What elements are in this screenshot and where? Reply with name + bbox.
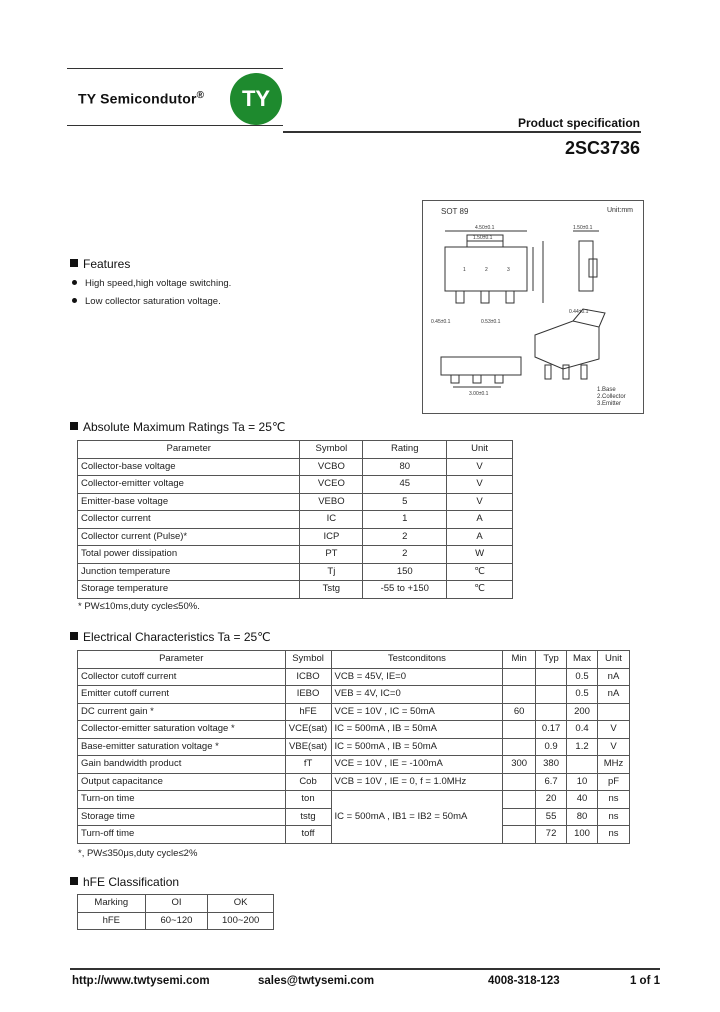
table-row: Turn-on time ton IC = 500mA , IB1 = IB2 = 50mA 20 40 ns <box>78 791 630 809</box>
table-row: Junction temperature Tj 150 ℃ <box>78 563 513 581</box>
table-row: Total power dissipation PT 2 W <box>78 546 513 564</box>
table-header-row: Parameter Symbol Testconditons Min Typ Max Unit <box>78 651 630 669</box>
table-row: hFE 60~120 100~200 <box>78 912 274 930</box>
pin-1-label: 1.Base <box>597 387 616 393</box>
table-row: Collector-base voltage VCBO 80 V <box>78 458 513 476</box>
pin-3-label: 3.Emitter <box>597 401 622 407</box>
footer-phone: 4008-318-123 <box>488 975 560 987</box>
abs-max-footnote: * PW≤10ms,duty cycle≤50%. <box>78 601 200 612</box>
company-logo: TY <box>230 73 282 125</box>
package-pin-legend <box>597 387 626 408</box>
part-number: 2SC3736 <box>564 138 640 158</box>
square-bullet-icon <box>70 632 78 640</box>
table-row: Base-emitter saturation voltage * VBE(sat) IC = 500mA , IB = 50mA 0.9 1.2 V <box>78 738 630 756</box>
table-row: Collector-emitter voltage VCEO 45 V <box>78 476 513 494</box>
feature-item: High speed,high voltage switching. <box>72 278 231 289</box>
table-row: DC current gain * hFE VCE = 10V , IC = 50mA 60 200 <box>78 703 630 721</box>
table-row: Storage temperature Tstg -55 to +150 ℃ <box>78 581 513 599</box>
brand-name: TY Semicondutor® <box>78 90 205 107</box>
header-bottom-rule <box>67 125 283 126</box>
svg-text:4.50±0.1: 4.50±0.1 <box>475 225 495 231</box>
package-name: SOT 89 <box>441 207 469 216</box>
features-heading: Features <box>70 257 130 271</box>
table-row: Gain bandwidth product fT VCE = 10V , IE = -100mA 300 380 MHz <box>78 756 630 774</box>
package-drawing <box>422 200 644 414</box>
footer-email-link[interactable]: sales@twtysemi.com <box>258 975 375 987</box>
pin-2-label: 2.Collector <box>597 394 626 400</box>
table-row: Emitter-base voltage VEBO 5 V <box>78 493 513 511</box>
table-row: Output capacitance Cob VCB = 10V , IE = 0, f = 1.0MHz 6.7 10 pF <box>78 773 630 791</box>
table-row: Collector-emitter saturation voltage * VCE(sat) IC = 500mA , IB = 50mA 0.17 0.4 V <box>78 721 630 739</box>
svg-text:3.00±0.1: 3.00±0.1 <box>469 391 489 397</box>
svg-text:0.44±0.1: 0.44±0.1 <box>569 309 589 315</box>
svg-text:2: 2 <box>485 267 488 273</box>
elec-heading: Electrical Characteristics Ta = 25℃ <box>70 630 271 644</box>
hfe-heading: hFE Classification <box>70 875 179 889</box>
abs-max-heading: Absolute Maximum Ratings Ta = 25℃ <box>70 420 285 434</box>
product-specification: Product specification <box>517 116 640 130</box>
svg-text:0.53±0.1: 0.53±0.1 <box>481 319 501 325</box>
table-header-row: Parameter Symbol Rating Unit <box>78 441 513 459</box>
package-outline-svg <box>423 201 643 413</box>
elec-footnote: *, PW≤350μs,duty cycle≤2% <box>78 848 198 859</box>
package-unit: Unit:mm <box>606 207 633 214</box>
footer-website-link[interactable]: http://www.twtysemi.com <box>72 975 210 987</box>
svg-text:1: 1 <box>463 267 466 273</box>
feature-item: Low collector saturation voltage. <box>72 296 221 307</box>
svg-text:3: 3 <box>507 267 510 273</box>
table-row: Collector current IC 1 A <box>78 511 513 529</box>
square-bullet-icon <box>70 422 78 430</box>
hfe-table <box>77 894 274 930</box>
svg-text:1.50±0.1: 1.50±0.1 <box>573 225 593 231</box>
footer-page-number: 1 of 1 <box>629 975 660 987</box>
square-bullet-icon <box>70 259 78 267</box>
svg-text:1.50±0.1: 1.50±0.1 <box>473 235 493 241</box>
table-header-row: Marking OI OK <box>78 895 274 913</box>
bullet-icon <box>72 280 77 285</box>
svg-text:0.45±0.1: 0.45±0.1 <box>431 319 451 325</box>
table-row: Collector current (Pulse)* ICP 2 A <box>78 528 513 546</box>
table-row: Emitter cutoff current IEBO VEB = 4V, IC=0 0.5 nA <box>78 686 630 704</box>
elec-table <box>77 650 630 844</box>
table-row: Turn-off time toff 72 100 ns <box>78 826 630 844</box>
footer-rule <box>70 968 660 970</box>
spec-rule <box>283 131 641 133</box>
square-bullet-icon <box>70 877 78 885</box>
table-row: Storage time tstg 55 80 ns <box>78 808 630 826</box>
table-row: Collector cutoff current ICBO VCB = 45V, IE=0 0.5 nA <box>78 668 630 686</box>
header-top-rule <box>67 68 283 69</box>
bullet-icon <box>72 298 77 303</box>
abs-max-table <box>77 440 513 599</box>
